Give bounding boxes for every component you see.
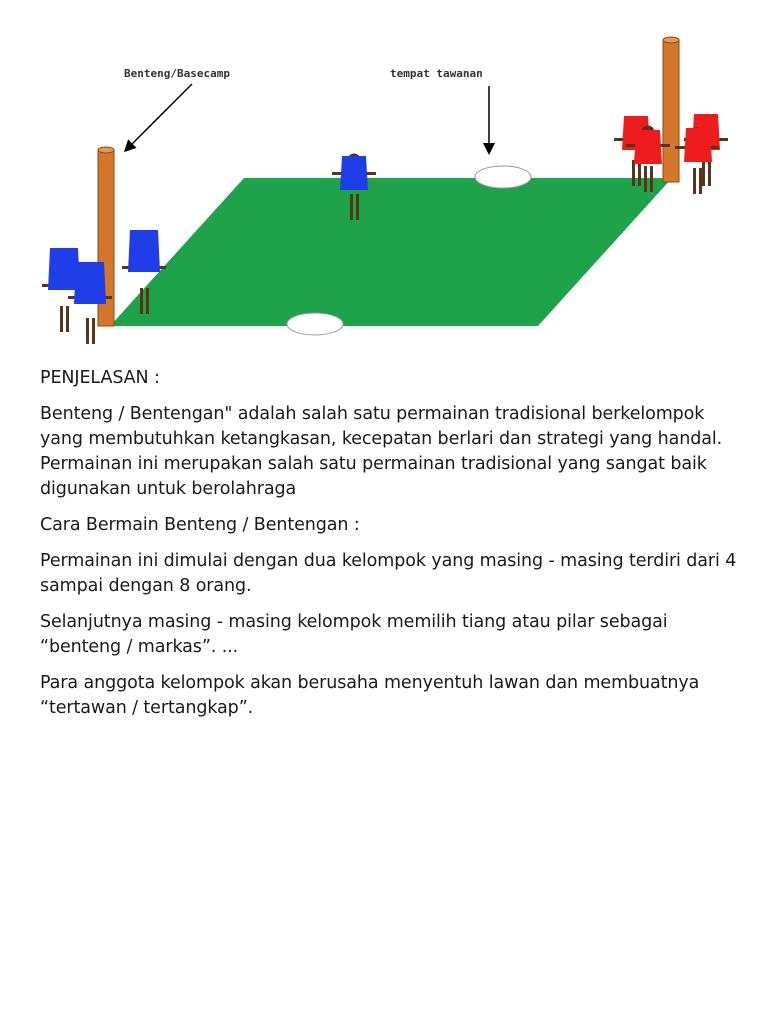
label-basecamp: Benteng/Basecamp <box>124 67 230 80</box>
prison-zone-near <box>287 313 343 335</box>
playing-field <box>110 178 672 326</box>
heading: PENJELASAN : <box>40 368 160 388</box>
label-prison: tempat tawanan <box>390 67 483 80</box>
arrow-basecamp <box>126 84 192 150</box>
paragraph-teams: Permainan ini dimulai dengan dua kelompok yang masing - masing terdiri dari 4 sampai dengan 8 orang. <box>40 551 737 596</box>
paragraph-capture: Para anggota kelompok akan berusaha menyentuh lawan dan membuatnya “tertawan / tertangkap”. <box>40 673 700 718</box>
fortress-pole-right <box>663 40 679 182</box>
prison-zone-far <box>475 166 531 188</box>
game-field-illustration <box>0 0 768 360</box>
paragraph-intro: Benteng / Bentengan" adalah salah satu permainan tradisional berkelompok yang membutuhkan ketangkasan, kecepatan berlari dan strategi yang handal. Permainan ini merupakan salah satu permainan tradisional yang sangat baik digunakan untuk berolahraga <box>40 404 723 499</box>
explanation-text <box>40 366 740 732</box>
subheading: Cara Bermain Benteng / Bentengan : <box>40 515 360 535</box>
paragraph-fortress: Selanjutnya masing - masing kelompok memilih tiang atau pilar sebagai “benteng / markas”. ... <box>40 612 668 657</box>
